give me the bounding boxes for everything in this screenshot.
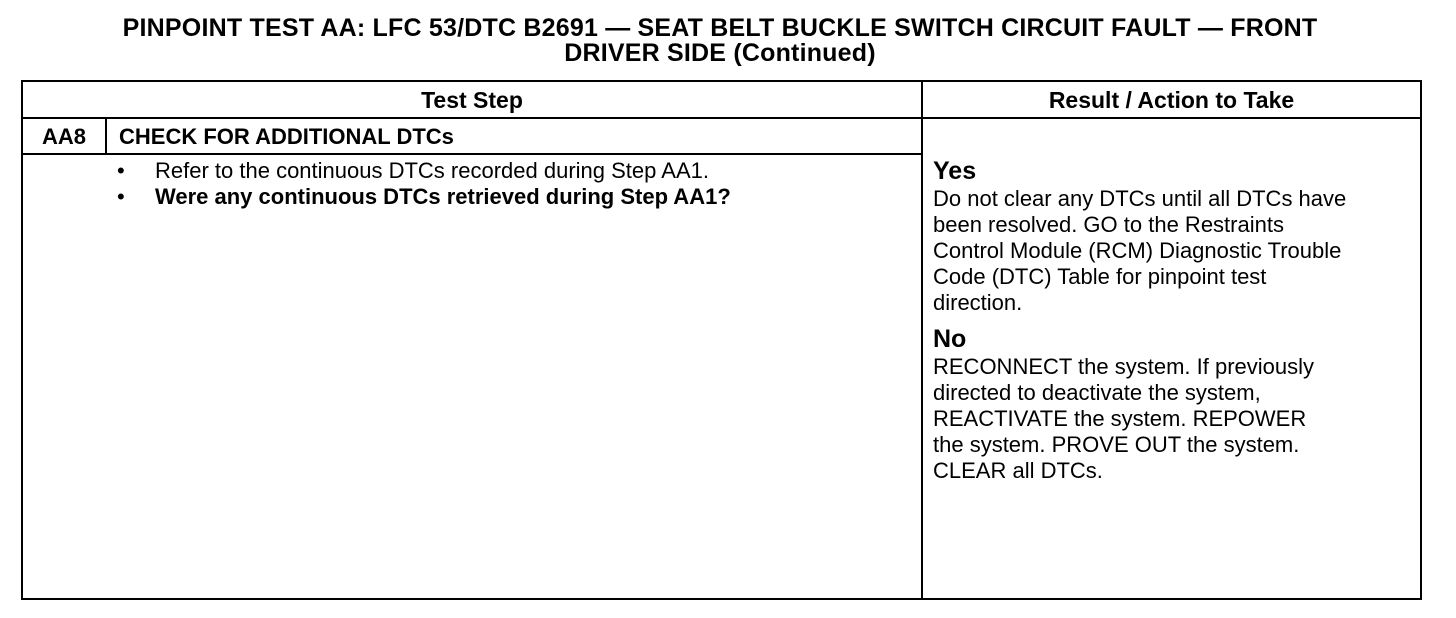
step-title: CHECK FOR ADDITIONAL DTCs [119,124,454,149]
result-yes-label: Yes [933,157,977,185]
result-no-label: No [933,325,967,353]
column-divider [921,82,923,598]
bullet-item [113,158,731,184]
header-result-action: Result / Action to Take [1048,87,1295,113]
page-title [0,16,1440,66]
step-bullets [113,158,731,210]
title-line-1: PINPOINT TEST AA: LFC 53/DTC B2691 — SEAT BELT BUCKLE SWITCH CIRCUIT FAULT — FRONT [122,14,1318,42]
title-line-2: DRIVER SIDE (Continued) [564,39,876,67]
bullet-mark: • [117,184,125,209]
step-id: AA8 [41,124,86,149]
pinpoint-test-table [21,80,1422,600]
bullet-mark: • [117,158,125,183]
bullet-question: Were any continuous DTCs retrieved during Step AA1? [155,184,731,209]
step-id-divider [105,119,107,154]
result-no-text: RECONNECT the system. If previously directed to deactivate the system, REACTIVATE the system. REPOWER the system. PROVE OUT the system. CLEAR all DTCs. [933,354,1315,483]
result-yes-text: Do not clear any DTCs until all DTCs have been resolved. GO to the Restraints Control Module (RCM) Diagnostic Trouble Code (DTC) Table for pinpoint test direction. [933,186,1347,315]
bullet-text: Refer to the continuous DTCs recorded during Step AA1. [155,158,709,183]
bullet-item [113,184,731,210]
result-column [933,154,1421,484]
header-test-step: Test Step [421,87,523,113]
